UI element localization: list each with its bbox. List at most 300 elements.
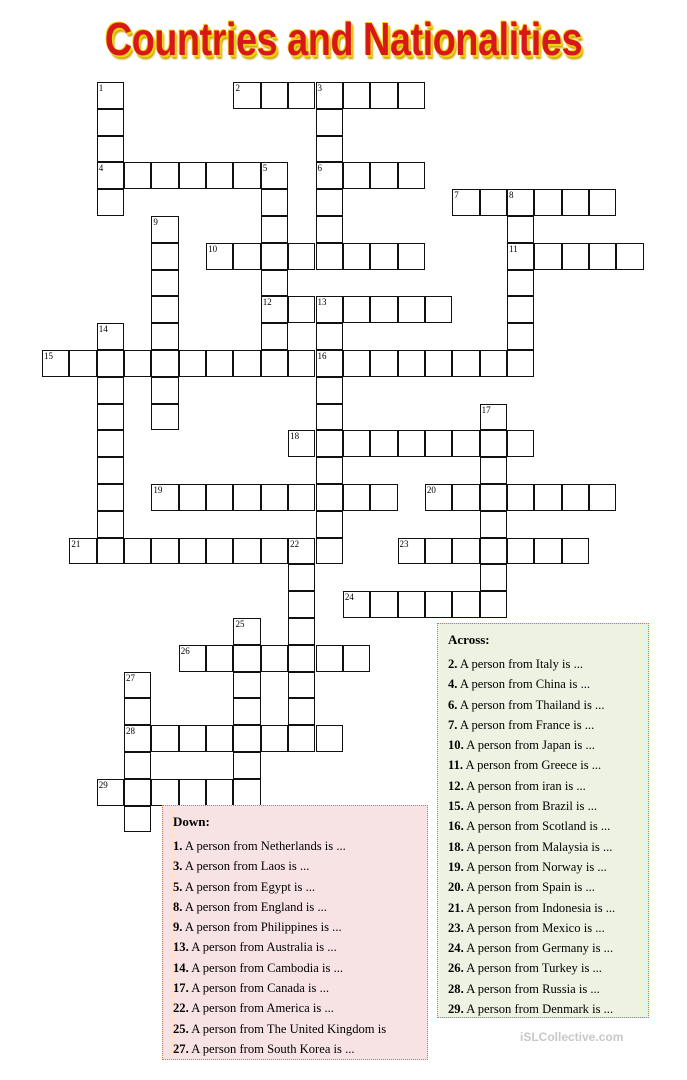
clue-text: A person from Netherlands is ... — [182, 839, 346, 853]
down-heading: Down: — [173, 814, 210, 829]
across-clues-box — [437, 623, 649, 1018]
crossword-cell[interactable] — [425, 591, 452, 618]
crossword-cell[interactable] — [233, 698, 260, 725]
clue-number: 4. — [448, 677, 458, 692]
crossword-cell[interactable] — [261, 162, 288, 189]
crossword-cell[interactable] — [480, 404, 507, 431]
clue-number: 17. — [173, 981, 189, 996]
clue-number: 7. — [448, 717, 458, 732]
clue-number: 3. — [173, 859, 183, 874]
crossword-cell[interactable] — [507, 430, 534, 457]
crossword-cell[interactable] — [97, 323, 124, 350]
clue-text: A person from Laos is ... — [182, 859, 310, 874]
crossword-cell[interactable] — [316, 457, 343, 484]
crossword-cell[interactable] — [97, 82, 124, 109]
clue-number: 9 — [153, 217, 158, 227]
crossword-cell[interactable] — [370, 162, 397, 189]
crossword-cell[interactable] — [316, 162, 343, 189]
clue-text: A person from iran is ... — [463, 778, 586, 793]
down-clue-list — [173, 836, 417, 1059]
crossword-cell[interactable] — [179, 484, 206, 511]
clue-text: A person from Philippines is ... — [182, 920, 342, 935]
across-clue — [448, 816, 638, 836]
crossword-cell[interactable] — [562, 538, 589, 565]
across-clue — [448, 715, 638, 735]
crossword-cell[interactable] — [261, 270, 288, 297]
crossword-cell[interactable] — [206, 243, 233, 270]
crossword-cell[interactable] — [179, 162, 206, 189]
crossword-cell[interactable] — [261, 645, 288, 672]
crossword-cell[interactable] — [261, 243, 288, 270]
crossword-cell[interactable] — [151, 484, 178, 511]
crossword-cell[interactable] — [97, 511, 124, 538]
clue-text: A person from Greece is ... — [463, 758, 602, 773]
crossword-cell[interactable] — [124, 538, 151, 565]
crossword-cell[interactable] — [233, 752, 260, 779]
clue-number: 16 — [317, 351, 327, 361]
crossword-cell[interactable] — [480, 350, 507, 377]
crossword-cell[interactable] — [42, 350, 69, 377]
crossword-cell[interactable] — [261, 189, 288, 216]
crossword-cell[interactable] — [534, 189, 561, 216]
across-clue — [448, 938, 638, 958]
across-clue — [448, 918, 638, 938]
crossword-cell[interactable] — [69, 350, 96, 377]
crossword-cell[interactable] — [562, 243, 589, 270]
clue-number: 12 — [262, 297, 272, 308]
crossword-cell[interactable] — [316, 377, 343, 404]
crossword-cell[interactable] — [288, 538, 315, 565]
across-clue — [448, 695, 638, 715]
crossword-cell[interactable] — [97, 162, 124, 189]
crossword-cell[interactable] — [343, 591, 370, 618]
crossword-cell[interactable] — [206, 779, 233, 806]
clue-text: A person from Turkey is ... — [463, 961, 602, 976]
crossword-cell[interactable] — [370, 484, 397, 511]
crossword-cell[interactable] — [398, 591, 425, 618]
down-clue — [173, 998, 417, 1018]
crossword-cell[interactable] — [316, 189, 343, 216]
clue-text: A person from Indonesia is ... — [463, 900, 616, 915]
crossword-cell[interactable] — [316, 645, 343, 672]
clue-number: 2 — [235, 83, 240, 93]
across-clue — [448, 755, 638, 775]
clue-number: 10. — [448, 738, 464, 753]
clue-number: 4 — [98, 163, 104, 174]
crossword-cell[interactable] — [151, 243, 178, 270]
crossword-cell[interactable] — [398, 82, 425, 109]
page-title: Countries and Nationalities — [104, 13, 583, 65]
crossword-cell[interactable] — [288, 698, 315, 725]
clue-number: 20. — [448, 880, 464, 895]
crossword-cell[interactable] — [316, 404, 343, 431]
across-clue — [448, 979, 638, 999]
crossword-cell[interactable] — [261, 350, 288, 377]
crossword-cell[interactable] — [233, 162, 260, 189]
crossword-cell[interactable] — [124, 162, 151, 189]
crossword-cell[interactable] — [97, 377, 124, 404]
crossword-cell[interactable] — [316, 350, 343, 377]
crossword-cell[interactable] — [288, 243, 315, 270]
clue-number: 18. — [448, 839, 464, 854]
crossword-cell[interactable] — [452, 538, 479, 565]
crossword-cell[interactable] — [452, 189, 479, 216]
crossword-cell[interactable] — [151, 538, 178, 565]
clue-number: 15. — [448, 799, 464, 814]
crossword-cell[interactable] — [398, 430, 425, 457]
crossword-cell[interactable] — [452, 484, 479, 511]
crossword-cell[interactable] — [343, 162, 370, 189]
crossword-cell[interactable] — [425, 296, 452, 323]
clue-text: A person from Thailand is ... — [457, 697, 605, 712]
clue-text: A person from Italy is ... — [457, 657, 584, 671]
crossword-cell[interactable] — [124, 779, 151, 806]
crossword-cell[interactable] — [261, 538, 288, 565]
clue-number: 21. — [448, 900, 464, 915]
crossword-cell[interactable] — [507, 538, 534, 565]
crossword-cell[interactable] — [124, 806, 151, 833]
crossword-cell[interactable] — [261, 484, 288, 511]
clue-number: 8. — [173, 899, 183, 914]
clue-number: 29 — [98, 779, 108, 790]
crossword-cell[interactable] — [589, 189, 616, 216]
crossword-cell[interactable] — [398, 162, 425, 189]
crossword-cell[interactable] — [480, 457, 507, 484]
clue-number: 6. — [448, 697, 458, 712]
down-clue — [173, 917, 417, 937]
clue-number: 22 — [290, 538, 300, 549]
clue-number: 19 — [153, 485, 163, 495]
crossword-cell[interactable] — [97, 189, 124, 216]
clue-number: 14 — [98, 324, 108, 335]
crossword-cell[interactable] — [151, 323, 178, 350]
crossword-cell[interactable] — [589, 484, 616, 511]
across-clue — [448, 898, 638, 918]
down-clue — [173, 877, 417, 897]
across-clue-list — [448, 654, 638, 1019]
crossword-cell[interactable] — [124, 752, 151, 779]
crossword-cell[interactable] — [343, 82, 370, 109]
crossword-cell[interactable] — [233, 82, 260, 109]
crossword-cell[interactable] — [288, 618, 315, 645]
clue-number: 27. — [173, 1041, 189, 1056]
across-clue — [448, 877, 638, 897]
crossword-cell[interactable] — [425, 538, 452, 565]
clue-text: A person from Canada is ... — [188, 981, 330, 996]
crossword-cell[interactable] — [97, 430, 124, 457]
clue-number: 10 — [208, 243, 218, 254]
clue-text: A person from Australia is ... — [188, 940, 337, 955]
clue-number: 14. — [173, 960, 189, 975]
crossword-cell[interactable] — [316, 82, 343, 109]
crossword-cell[interactable] — [288, 591, 315, 618]
clue-number: 15 — [44, 351, 53, 361]
clue-text: A person from Japan is ... — [463, 738, 595, 753]
down-clue — [173, 958, 417, 978]
crossword-cell[interactable] — [288, 645, 315, 672]
crossword-cell[interactable] — [151, 216, 178, 243]
clue-number: 21 — [71, 538, 81, 549]
clue-text: A person from Mexico is ... — [463, 920, 605, 935]
clue-number: 5. — [173, 879, 183, 894]
crossword-cell[interactable] — [206, 645, 233, 672]
clue-text: A person from Denmark is ... — [463, 1002, 614, 1017]
down-clue — [173, 978, 417, 998]
crossword-cell[interactable] — [316, 243, 343, 270]
crossword-cell[interactable] — [398, 350, 425, 377]
crossword-cell[interactable] — [425, 430, 452, 457]
crossword-cell[interactable] — [151, 725, 178, 752]
clue-number: 3 — [317, 83, 322, 93]
clue-number: 20 — [426, 485, 436, 495]
crossword-cell[interactable] — [534, 538, 561, 565]
crossword-cell[interactable] — [370, 296, 397, 323]
crossword-cell[interactable] — [179, 538, 206, 565]
crossword-cell[interactable] — [288, 672, 315, 699]
crossword-cell[interactable] — [151, 162, 178, 189]
crossword-cell[interactable] — [206, 484, 233, 511]
crossword-cell[interactable] — [425, 350, 452, 377]
clue-number: 23. — [448, 920, 464, 935]
clue-number: 5 — [262, 163, 268, 174]
crossword-cell[interactable] — [124, 725, 151, 752]
clue-number: 24 — [344, 592, 354, 603]
crossword-cell[interactable] — [69, 538, 96, 565]
crossword-cell[interactable] — [316, 538, 343, 565]
across-clue — [448, 958, 638, 978]
clue-number: 26. — [448, 961, 464, 976]
crossword-cell[interactable] — [480, 189, 507, 216]
crossword-cell[interactable] — [452, 430, 479, 457]
clue-text: A person from America is ... — [188, 1001, 334, 1016]
crossword-cell[interactable] — [261, 296, 288, 323]
crossword-cell[interactable] — [343, 484, 370, 511]
across-clue — [448, 796, 638, 816]
crossword-cell[interactable] — [343, 645, 370, 672]
across-clue — [448, 837, 638, 857]
clue-number: 13. — [173, 940, 189, 955]
crossword-cell[interactable] — [97, 404, 124, 431]
crossword-cell[interactable] — [288, 725, 315, 752]
clue-number: 1. — [173, 839, 183, 853]
crossword-cell[interactable] — [562, 189, 589, 216]
crossword-cell[interactable] — [425, 484, 452, 511]
clue-text: A person from Norway is ... — [463, 859, 607, 874]
clue-text: A person from Egypt is ... — [182, 879, 316, 894]
crossword-cell[interactable] — [480, 564, 507, 591]
crossword-cell[interactable] — [233, 672, 260, 699]
down-clues-box — [162, 805, 428, 1060]
clue-number: 8 — [508, 190, 514, 201]
crossword-cell[interactable] — [534, 484, 561, 511]
across-clue — [448, 735, 638, 755]
crossword-cell[interactable] — [97, 484, 124, 511]
clue-number: 18 — [290, 431, 300, 442]
crossword-cell[interactable] — [233, 618, 260, 645]
clue-number: 17 — [481, 404, 491, 415]
crossword-cell[interactable] — [343, 296, 370, 323]
clue-text: A person from Germany is ... — [463, 941, 614, 956]
clue-number: 19. — [448, 859, 464, 874]
crossword-cell[interactable] — [233, 725, 260, 752]
crossword-cell[interactable] — [370, 591, 397, 618]
across-clue — [448, 654, 638, 674]
clue-number: 27 — [126, 672, 136, 683]
crossword-cell[interactable] — [206, 538, 233, 565]
clue-text: A person from Brazil is ... — [463, 799, 598, 814]
clue-text: A person from South Korea is ... — [188, 1041, 355, 1056]
clue-number: 24. — [448, 941, 464, 956]
clue-number: 11 — [508, 243, 518, 254]
clue-text: A person from Russia is ... — [463, 981, 600, 996]
crossword-cell[interactable] — [233, 243, 260, 270]
crossword-cell[interactable] — [179, 779, 206, 806]
crossword-cell[interactable] — [233, 350, 260, 377]
across-clue — [448, 776, 638, 796]
crossword-cell[interactable] — [316, 136, 343, 163]
crossword-cell[interactable] — [562, 484, 589, 511]
crossword-cell[interactable] — [480, 538, 507, 565]
crossword-cell[interactable] — [151, 350, 178, 377]
crossword-cell[interactable] — [480, 430, 507, 457]
crossword-cell[interactable] — [179, 350, 206, 377]
crossword-cell[interactable] — [616, 243, 643, 270]
crossword-cell[interactable] — [97, 109, 124, 136]
crossword-cell[interactable] — [316, 430, 343, 457]
crossword-cell[interactable] — [370, 350, 397, 377]
clue-text: A person from England is ... — [182, 899, 327, 914]
clue-number: 28. — [448, 981, 464, 996]
clue-number: 11. — [448, 758, 464, 773]
crossword-cell[interactable] — [398, 538, 425, 565]
clue-number: 25. — [173, 1021, 189, 1036]
crossword-cell[interactable] — [97, 350, 124, 377]
crossword-cell[interactable] — [398, 243, 425, 270]
down-clue — [173, 1019, 417, 1039]
crossword-cell[interactable] — [480, 511, 507, 538]
crossword-cell[interactable] — [206, 162, 233, 189]
crossword-cell[interactable] — [480, 591, 507, 618]
clue-number: 12. — [448, 778, 464, 793]
crossword-cell[interactable] — [206, 725, 233, 752]
crossword-cell[interactable] — [343, 350, 370, 377]
crossword-cell[interactable] — [288, 350, 315, 377]
crossword-cell[interactable] — [97, 538, 124, 565]
crossword-cell[interactable] — [288, 430, 315, 457]
across-heading: Across: — [448, 632, 490, 647]
crossword-cell[interactable] — [507, 296, 534, 323]
crossword-cell[interactable] — [151, 296, 178, 323]
down-clue — [173, 937, 417, 957]
crossword-cell[interactable] — [261, 216, 288, 243]
clue-text: A person from Malaysia is ... — [463, 839, 613, 854]
clue-number: 23 — [399, 538, 409, 549]
crossword-cell[interactable] — [124, 698, 151, 725]
crossword-cell[interactable] — [452, 350, 479, 377]
clue-text: A person from Scotland is ... — [463, 819, 611, 834]
clue-number: 26 — [180, 645, 190, 656]
crossword-cell[interactable] — [480, 484, 507, 511]
crossword-cell[interactable] — [261, 323, 288, 350]
crossword-cell[interactable] — [124, 350, 151, 377]
crossword-cell[interactable] — [151, 377, 178, 404]
footer-watermark: iSLCollective.com — [520, 1030, 624, 1044]
clue-number: 16. — [448, 819, 464, 834]
crossword-cell[interactable] — [398, 296, 425, 323]
across-clue — [448, 857, 638, 877]
crossword-cell[interactable] — [233, 484, 260, 511]
down-clue — [173, 897, 417, 917]
crossword-cell[interactable] — [288, 82, 315, 109]
crossword-cell[interactable] — [452, 591, 479, 618]
crossword-cell[interactable] — [589, 243, 616, 270]
crossword-cell[interactable] — [233, 779, 260, 806]
crossword-cell[interactable] — [151, 270, 178, 297]
crossword-cell[interactable] — [507, 189, 534, 216]
crossword-cell[interactable] — [288, 296, 315, 323]
crossword-cell[interactable] — [507, 484, 534, 511]
crossword-cell[interactable] — [316, 725, 343, 752]
across-clue — [448, 674, 638, 694]
clue-number: 9. — [173, 920, 183, 935]
crossword-cell[interactable] — [507, 350, 534, 377]
clue-number: 28 — [126, 726, 136, 737]
crossword-cell[interactable] — [370, 243, 397, 270]
crossword-cell[interactable] — [151, 404, 178, 431]
clue-text: A person from Cambodia is ... — [188, 960, 344, 975]
crossword-cell[interactable] — [288, 484, 315, 511]
crossword-cell[interactable] — [507, 270, 534, 297]
down-clue — [173, 1039, 417, 1059]
clue-text: A person from The United Kingdom is — [188, 1021, 387, 1036]
clue-number: 13 — [317, 297, 327, 308]
clue-number: 22. — [173, 1001, 189, 1016]
crossword-cell[interactable] — [316, 109, 343, 136]
crossword-cell[interactable] — [206, 350, 233, 377]
crossword-cell[interactable] — [507, 323, 534, 350]
crossword-cell[interactable] — [124, 672, 151, 699]
crossword-cell[interactable] — [316, 323, 343, 350]
crossword-cell[interactable] — [97, 457, 124, 484]
crossword-cell[interactable] — [261, 82, 288, 109]
crossword-cell[interactable] — [343, 243, 370, 270]
clue-number: 2. — [448, 657, 458, 671]
crossword-cell[interactable] — [343, 430, 370, 457]
crossword-cell[interactable] — [97, 779, 124, 806]
crossword-cell[interactable] — [179, 645, 206, 672]
crossword-cell[interactable] — [370, 82, 397, 109]
crossword-cell[interactable] — [370, 430, 397, 457]
crossword-cell[interactable] — [179, 725, 206, 752]
crossword-cell[interactable] — [233, 538, 260, 565]
clue-text: A person from China is ... — [457, 677, 591, 692]
crossword-cell[interactable] — [316, 511, 343, 538]
crossword-cell[interactable] — [97, 136, 124, 163]
crossword-cell[interactable] — [233, 645, 260, 672]
crossword-cell[interactable] — [534, 243, 561, 270]
crossword-cell[interactable] — [151, 779, 178, 806]
crossword-cell[interactable] — [316, 296, 343, 323]
across-clue — [448, 999, 638, 1019]
crossword-cell[interactable] — [288, 564, 315, 591]
crossword-cell[interactable] — [316, 216, 343, 243]
crossword-cell[interactable] — [507, 216, 534, 243]
crossword-cell[interactable] — [507, 243, 534, 270]
crossword-cell[interactable] — [261, 725, 288, 752]
crossword-cell[interactable] — [316, 484, 343, 511]
down-clue — [173, 856, 417, 876]
down-clue — [173, 836, 417, 856]
